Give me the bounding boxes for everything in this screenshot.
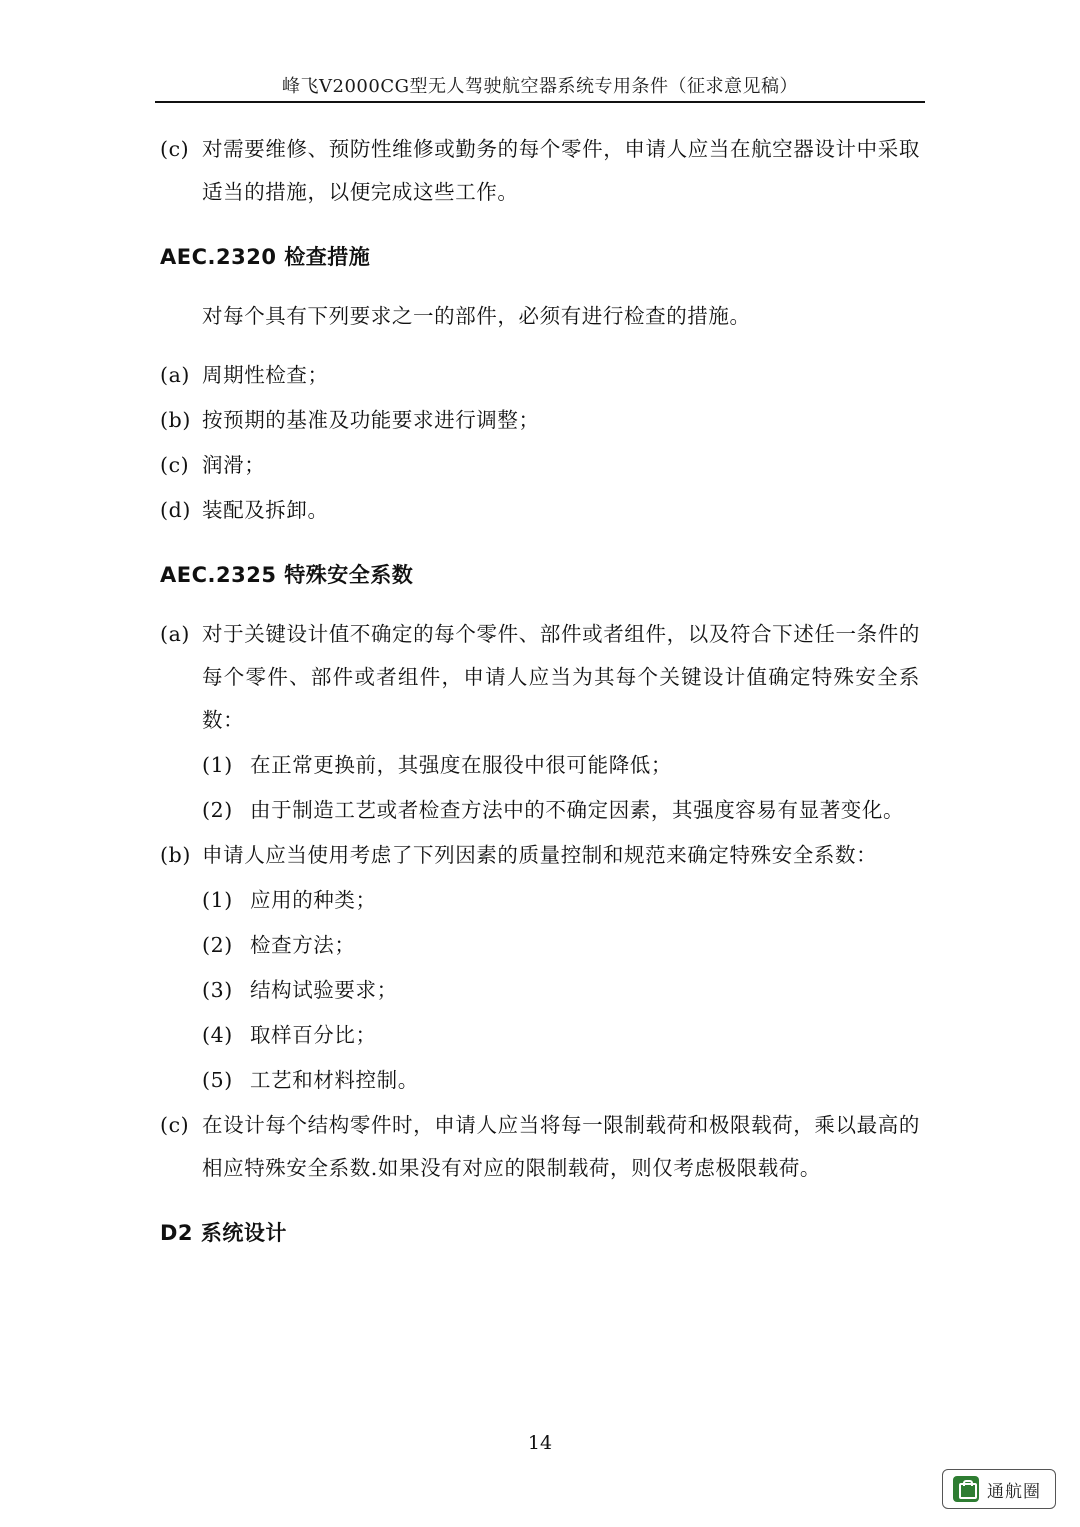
item-text: 对于关键设计值不确定的每个零件、部件或者组件，以及符合下述任一条件的每个零件、部件或者组件，申请人应当为其每个关键设计值确定特殊安全系数： bbox=[202, 622, 920, 732]
item-label: (a) bbox=[160, 363, 191, 387]
paragraph-item bbox=[160, 613, 920, 742]
item-text: 申请人应当使用考虑了下列因素的质量控制和规范来确定特殊安全系数： bbox=[202, 843, 878, 867]
page-content bbox=[160, 128, 920, 1255]
subitem-text: 工艺和材料控制。 bbox=[250, 1068, 419, 1092]
subitem-text: 检查方法； bbox=[250, 933, 356, 957]
paragraph-item bbox=[160, 834, 920, 877]
subitem-text: 在正常更换前，其强度在服役中很可能降低； bbox=[250, 753, 672, 777]
section-heading-d2: D2 系统设计 bbox=[160, 1221, 287, 1245]
paragraph-item bbox=[160, 444, 920, 487]
subitem-label: (3) bbox=[202, 978, 233, 1002]
item-label: (a) bbox=[160, 622, 191, 646]
subitem-label: (4) bbox=[202, 1023, 233, 1047]
paragraph-subitem bbox=[202, 1014, 920, 1057]
paragraph-subitem bbox=[202, 1059, 920, 1102]
item-text: 按预期的基准及功能要求进行调整； bbox=[202, 408, 540, 432]
paragraph-item bbox=[160, 489, 920, 532]
header-divider bbox=[155, 101, 925, 103]
paragraph-subitem bbox=[202, 744, 920, 787]
paragraph-item bbox=[160, 354, 920, 397]
paragraph-subitem bbox=[202, 789, 920, 832]
item-text: 周期性检查； bbox=[202, 363, 329, 387]
item-text: 装配及拆卸。 bbox=[202, 498, 329, 522]
paragraph-subitem bbox=[202, 924, 920, 967]
subitem-text: 取样百分比； bbox=[250, 1023, 377, 1047]
item-label: (c) bbox=[160, 1113, 190, 1137]
item-label: (d) bbox=[160, 498, 191, 522]
item-text: 在设计每个结构零件时，申请人应当将每一限制载荷和极限载荷，乘以最高的相应特殊安全系数.如果没有对应的限制载荷，则仅考虑极限载荷。 bbox=[202, 1113, 920, 1180]
paragraph-subitem bbox=[202, 969, 920, 1012]
section-heading-aec2320: AEC.2320 检查措施 bbox=[160, 245, 371, 269]
item-label: (c) bbox=[160, 453, 190, 477]
paragraph-item bbox=[160, 1104, 920, 1190]
paragraph-item bbox=[160, 399, 920, 442]
subitem-label: (1) bbox=[202, 888, 233, 912]
paragraph-subitem bbox=[202, 879, 920, 922]
subitem-label: (2) bbox=[202, 933, 233, 957]
item-text: 润滑； bbox=[202, 453, 266, 477]
subitem-label: (5) bbox=[202, 1068, 233, 1092]
section-heading-aec2325: AEC.2325 特殊安全系数 bbox=[160, 563, 414, 587]
paragraph-intro: 对每个具有下列要求之一的部件，必须有进行检查的措施。 bbox=[202, 304, 751, 328]
item-text: 对需要维修、预防性维修或勤务的每个零件，申请人应当在航空器设计中采取适当的措施，以便完成这些工作。 bbox=[202, 137, 920, 204]
subitem-text: 结构试验要求； bbox=[250, 978, 398, 1002]
page-number: 14 bbox=[527, 1432, 553, 1454]
subitem-label: (2) bbox=[202, 798, 233, 822]
watermark-label: 通航圈 bbox=[987, 1481, 1041, 1502]
watermark-badge bbox=[942, 1469, 1056, 1509]
paragraph-item bbox=[160, 128, 920, 214]
subitem-text: 应用的种类； bbox=[250, 888, 377, 912]
subitem-text: 由于制造工艺或者检查方法中的不确定因素，其强度容易有显著变化。 bbox=[250, 798, 905, 822]
subitem-label: (1) bbox=[202, 753, 233, 777]
item-label: (b) bbox=[160, 408, 191, 432]
wechat-badge-icon bbox=[953, 1476, 979, 1502]
item-label: (b) bbox=[160, 843, 191, 867]
page-header: 峰飞V2000CG型无人驾驶航空器系统专用条件（征求意见稿） bbox=[282, 76, 798, 97]
item-label: (c) bbox=[160, 137, 190, 161]
